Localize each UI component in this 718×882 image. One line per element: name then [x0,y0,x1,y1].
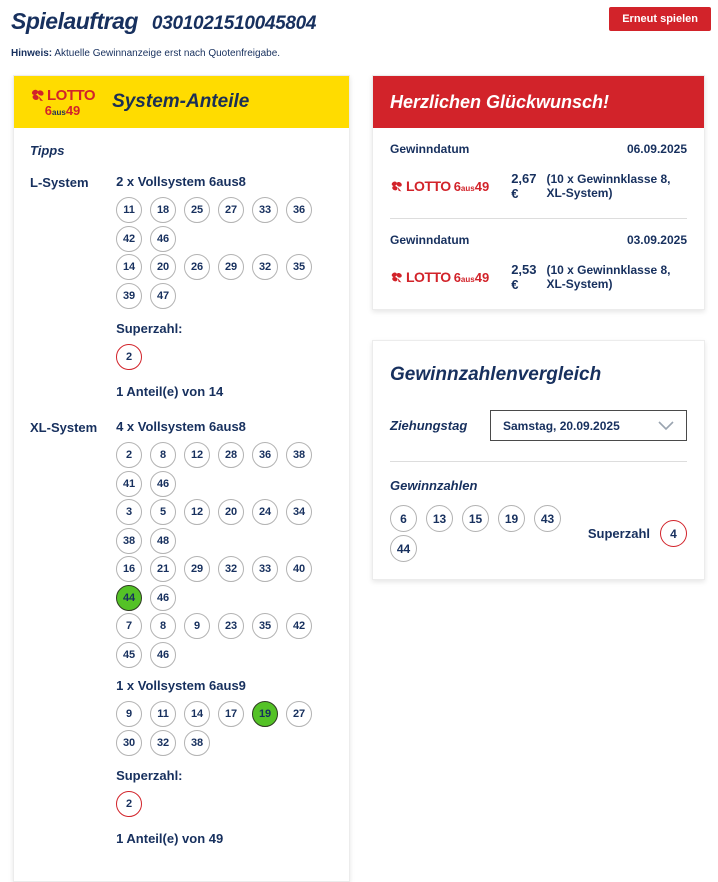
number-ball: 13 [426,505,453,532]
number-ball: 12 [184,499,210,525]
logo-word: LOTTO [47,86,96,104]
hint-label: Hinweis: [11,48,53,59]
number-ball: 43 [534,505,561,532]
draw-day-row [390,410,687,441]
winning-numbers-row [390,505,687,562]
number-ball: 46 [150,226,176,252]
number-ball: 7 [116,613,142,639]
congratulations-title: Herzlichen Glückwunsch! [390,91,610,112]
l-system-numbers [116,197,333,309]
number-ball: 9 [116,701,142,727]
number-ball: 30 [116,730,142,756]
number-ball: 23 [218,613,244,639]
logo-n1: 6 [453,269,461,285]
number-ball: 38 [184,730,210,756]
system-panel-header [14,76,349,128]
number-ball: 46 [150,471,176,497]
xl-superzahl-label: Superzahl: [116,768,183,783]
lotto-6aus49-logo [30,88,95,117]
tipps-label: Tipps [30,143,65,158]
number-ball: 6 [390,505,417,532]
hint-text [11,48,705,59]
order-number: 0301021510045804 [151,13,317,34]
clover-icon [30,88,45,103]
number-ball: 42 [116,226,142,252]
number-row [116,442,333,497]
number-ball: 33 [252,197,278,223]
number-ball: 21 [150,556,176,582]
number-compare-card [372,340,705,580]
logo-word: LOTTO [406,269,451,285]
xl-group1-numbers [116,442,333,668]
page-title: Spielauftrag [11,8,138,34]
number-ball: 15 [462,505,489,532]
clover-icon [390,271,403,284]
logo-n2: 49 [474,269,490,285]
draw-day-select[interactable] [490,410,687,441]
number-ball: 5 [150,499,176,525]
number-ball: 35 [286,254,312,280]
number-ball: 28 [218,442,244,468]
number-ball: 34 [286,499,312,525]
divider [390,461,687,462]
number-ball: 24 [252,499,278,525]
number-ball: 42 [286,613,312,639]
number-ball: 25 [184,197,210,223]
xl-system-label: XL-System [30,420,98,435]
number-ball: 33 [252,556,278,582]
replay-button[interactable]: Erneut spielen [609,7,711,31]
superzahl-label: Superzahl [587,526,650,541]
l-system-block [30,174,333,399]
number-ball: 9 [184,613,210,639]
number-ball: 12 [184,442,210,468]
number-ball: 38 [116,528,142,554]
number-row [116,701,333,756]
xl-group2-numbers [116,701,333,756]
logo-n1: 6 [453,178,461,194]
logo-mid: aus [52,107,66,117]
number-ball: 20 [218,499,244,525]
page-header [0,0,718,59]
win-date-label: Gewinndatum [390,142,470,156]
number-row [116,613,333,668]
draw-day-value: Samstag, 20.09.2025 [503,418,620,433]
number-ball: 14 [116,254,142,280]
xl-anteil-text: 1 Anteil(e) von 49 [116,831,224,846]
number-ball: 27 [218,197,244,223]
number-ball: 45 [116,642,142,668]
l-system-label: L-System [30,175,89,190]
superzahl-ball: 4 [660,520,687,547]
number-ball: 44 [390,535,417,562]
logo-mid: aus [460,274,475,284]
xl-superzahl-ball: 2 [116,791,142,817]
logo-mid: aus [460,183,475,193]
number-row [116,556,333,611]
number-ball: 19 [498,505,525,532]
draw-day-label: Ziehungstag [390,418,468,433]
win-amount: 2,53 € [511,262,537,292]
win-date: 03.09.2025 [626,233,687,247]
number-ball: 38 [286,442,312,468]
win-amount: 2,67 € [511,171,537,201]
win-row [373,128,704,218]
number-ball: 48 [150,528,176,554]
logo-sub [45,104,81,117]
win-date-label: Gewinndatum [390,233,470,247]
compare-title: Gewinnzahlenvergleich [390,364,602,385]
logo-n2: 49 [474,178,490,194]
congratulations-header [373,76,704,128]
number-ball: 36 [286,197,312,223]
number-ball: 47 [150,283,176,309]
win-detail: (10 x Gewinnklasse 8, XL-System) [546,263,671,291]
number-ball: 27 [286,701,312,727]
system-panel-title: System-Anteile [112,91,250,112]
logo-n1: 6 [44,102,53,118]
number-ball: 16 [116,556,142,582]
number-ball: 36 [252,442,278,468]
main-columns [0,75,718,882]
winning-numbers-label: Gewinnzahlen [390,478,478,493]
number-ball: 40 [286,556,312,582]
clover-icon [390,180,403,193]
number-ball: 29 [184,556,210,582]
l-anteil-text: 1 Anteil(e) von 14 [116,384,224,399]
number-ball: 32 [150,730,176,756]
win-row [373,219,704,309]
lotto-6aus49-logo [390,270,489,284]
number-ball: 41 [116,471,142,497]
system-panel-body [14,128,349,881]
number-ball: 29 [218,254,244,280]
logo-word: LOTTO [406,178,451,194]
number-ball: 20 [150,254,176,280]
congratulations-card [372,75,705,310]
number-ball: 17 [218,701,244,727]
winning-numbers [390,505,566,562]
number-ball: 3 [116,499,142,525]
chevron-down-icon [658,421,674,431]
xl-system-block [30,419,333,846]
system-anteile-panel [13,75,350,882]
number-row [116,254,333,309]
l-superzahl-label: Superzahl: [116,321,183,336]
number-ball: 32 [218,556,244,582]
number-ball: 11 [116,197,142,223]
number-ball: 39 [116,283,142,309]
number-row [390,505,566,562]
number-ball: 32 [252,254,278,280]
number-ball: 18 [150,197,176,223]
number-ball-matched: 44 [116,585,142,611]
xl-group1-caption: 4 x Vollsystem 6aus8 [116,419,246,434]
number-ball: 8 [150,442,176,468]
l-superzahl-ball: 2 [116,344,142,370]
title-row [11,8,705,35]
number-row [116,499,333,554]
xl-group2-caption: 1 x Vollsystem 6aus9 [116,678,246,693]
win-detail: (10 x Gewinnklasse 8, XL-System) [546,172,671,200]
right-column [372,75,705,580]
number-row [116,197,333,252]
hint-body: Aktuelle Gewinnanzeige erst nach Quotenfreigabe. [54,48,281,59]
number-ball: 11 [150,701,176,727]
number-ball-matched: 19 [252,701,278,727]
win-date: 06.09.2025 [626,142,687,156]
number-ball: 2 [116,442,142,468]
number-ball: 14 [184,701,210,727]
logo-n2: 49 [65,102,81,118]
number-ball: 46 [150,642,176,668]
l-system-caption: 2 x Vollsystem 6aus8 [116,174,246,189]
number-ball: 46 [150,585,176,611]
number-ball: 35 [252,613,278,639]
number-ball: 26 [184,254,210,280]
lotto-6aus49-logo [390,179,489,193]
number-ball: 8 [150,613,176,639]
